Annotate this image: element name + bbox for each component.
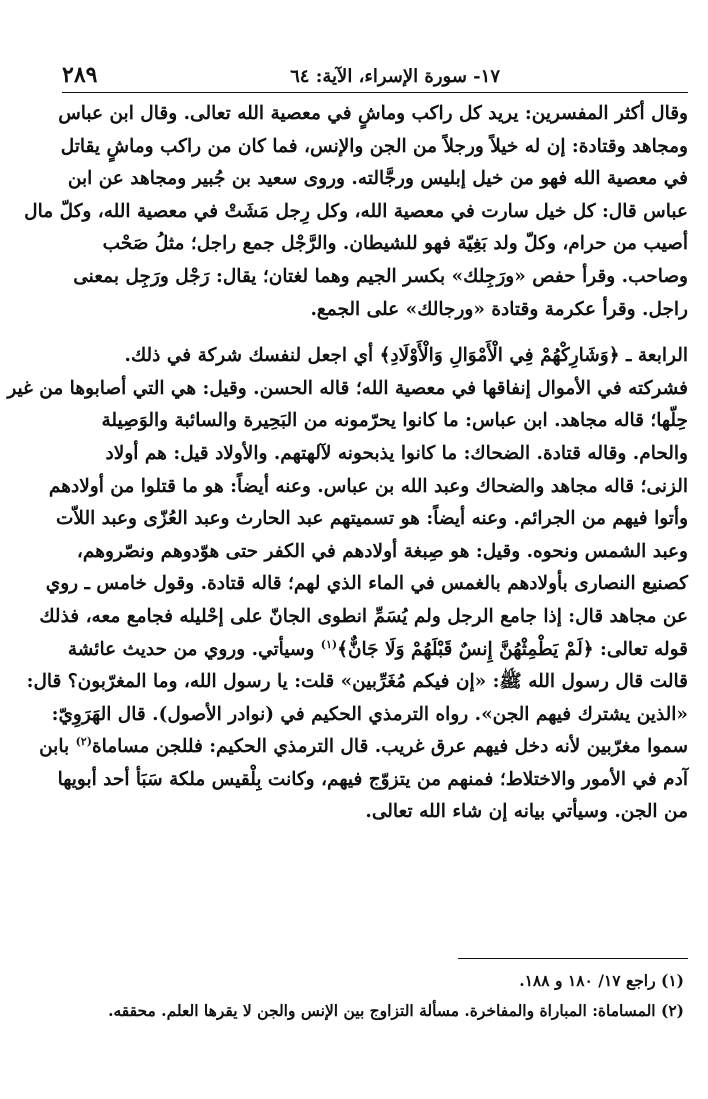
text-line: عن مجاهد قال: إذا جامع الرجل ولم يُسَمِّ انطوى الجانّ على إحْليله فجامع معه، فذلك xyxy=(39,605,688,627)
text-line xyxy=(60,634,688,667)
paragraph-1 xyxy=(24,98,688,326)
text-line: وقال أكثر المفسرين: يريد كل راكب وماشٍ في معصية الله تعالى. وقال ابن عباس xyxy=(58,103,688,124)
page-number: ٢٨٩ xyxy=(62,62,98,88)
text-segment: بابن xyxy=(39,736,70,758)
text-line: كصنيع النصارى بأولادهم بالغمس في الماء الذي لهم؛ قاله قتادة. وقول خامس ـ روي xyxy=(45,573,688,595)
text-segment: وسيأتي. وروي من حديث عائشة xyxy=(67,638,315,660)
header-rule xyxy=(62,92,688,93)
text-line xyxy=(39,731,688,764)
footnote-ref-1[interactable]: (١) xyxy=(320,637,338,651)
main-text xyxy=(7,98,688,829)
text-line: وعبد الشمس ونحوه. وقيل: هو صِبغة أولادهم في الكفر حتى هوّدوهم ونصّروهم، xyxy=(76,540,688,562)
text-line: فشركته في الأموال إنفاقها في معصية الله؛ قاله الحسن. وقيل: هي التي أصابوها من غير xyxy=(7,377,688,399)
text-segment: سموا مغرّبين لأنه دخل فيهم عرق غريب. قال الترمذي الحكيم: فللجن مساماة xyxy=(91,736,688,758)
text-line: أصيب من حرام، وكلّ ولد بَغِيّة فهو للشيطان. والرَّجْل جمع راجل؛ مثلُ صَحْب xyxy=(102,233,688,255)
text-line: حِلّها؛ قاله مجاهد. ابن عباس: ما كانوا يحرّمونه من البَحِيرة والسائبة والوَصِيلة xyxy=(101,410,688,432)
text-line: الزنى؛ قاله مجاهد والضحاك وعبد الله بن عباس. وعنه أيضاً: هو ما قتلوا من أولادهم xyxy=(48,475,688,497)
footnote-ref-2[interactable]: (٢) xyxy=(75,735,92,749)
text-line: والحام. وقاله قتادة. الضحاك: ما كانوا يذبحونه لآلهتهم. والأولاد قيل: هم أولاد xyxy=(105,442,688,464)
text-line: راجل. وقرأ عكرمة وقتادة «ورجالك» على الجمع. xyxy=(310,298,688,320)
text-line: «الذين يشترك فيهم الجن». رواه الترمذي الحكيم في (نوادر الأصول). قال الهَرَوِيّ: xyxy=(51,703,688,725)
footnotes xyxy=(60,966,684,1026)
text-line: وصاحب. وقرأ حفص «ورَجِلك» بكسر الجيم وهما لغتان؛ يقال: رَجْل ورَجِل بمعنى xyxy=(73,265,688,287)
page-header xyxy=(60,62,682,90)
text-line: وأتوا فيهم من الجرائم. وعنه أيضاً: هو تسميتهم عبد الحارث وعبد العُزّى وعبد اللاّت xyxy=(56,508,688,530)
footnote-1: (١) راجع ١٧/ ١٨٠ و ١٨٨. xyxy=(519,971,684,990)
text-line: قالت قال رسول الله ﷺ: «إن فيكم مُغَرِّبين» قلت: يا رسول الله، وما المغرّبون؟ قال: xyxy=(26,671,688,693)
quran-verse: قوله تعالى: ﴿لَمْ يَطْمِثْهُنَّ إِنسٌ قَبْلَهُمْ وَلَا جَانٌّ﴾ xyxy=(337,638,688,660)
footnote-rule xyxy=(458,958,688,959)
text-line: من الجن. وسيأتي بيانه إن شاء الله تعالى. xyxy=(365,801,688,823)
footnote-2: (٢) المساماة: المباراة والمفاخرة. مسألة التزاوج بين الإنس والجن لا يقرها العلم. محققه. xyxy=(108,1001,684,1020)
text-line: آدم في الأمور والاختلاط؛ فمنهم من يتزوّج فيهم، وكانت بِلْقيس ملكة سَبَأ أحد أبويها xyxy=(57,768,688,790)
text-line: عباس قال: كل خيل سارت في معصية الله، وكل رِجل مَشَتْ في معصية الله، وكلّ مال xyxy=(24,200,688,222)
text-line: في معصية الله فهو من خيل إبليس ورجَّالته. وروى سعيد بن جُبير ومجاهد عن ابن xyxy=(67,168,688,190)
paragraph-2 xyxy=(7,340,688,829)
surah-heading: ١٧- سورة الإسراء، الآية: ٦٤ xyxy=(290,66,500,87)
text-line: ومجاهد وقتادة: إن له خيلاً ورجلاً من الجن والإنس، فما كان من راكب وماشٍ يقاتل xyxy=(60,135,688,157)
text-line: الرابعة ـ ﴿وَشَارِكْهُمْ فِي الْأَمْوَالِ وَالْأَوْلَادِ﴾ أي اجعل لنفسك شركة في ذلك. xyxy=(124,345,688,367)
